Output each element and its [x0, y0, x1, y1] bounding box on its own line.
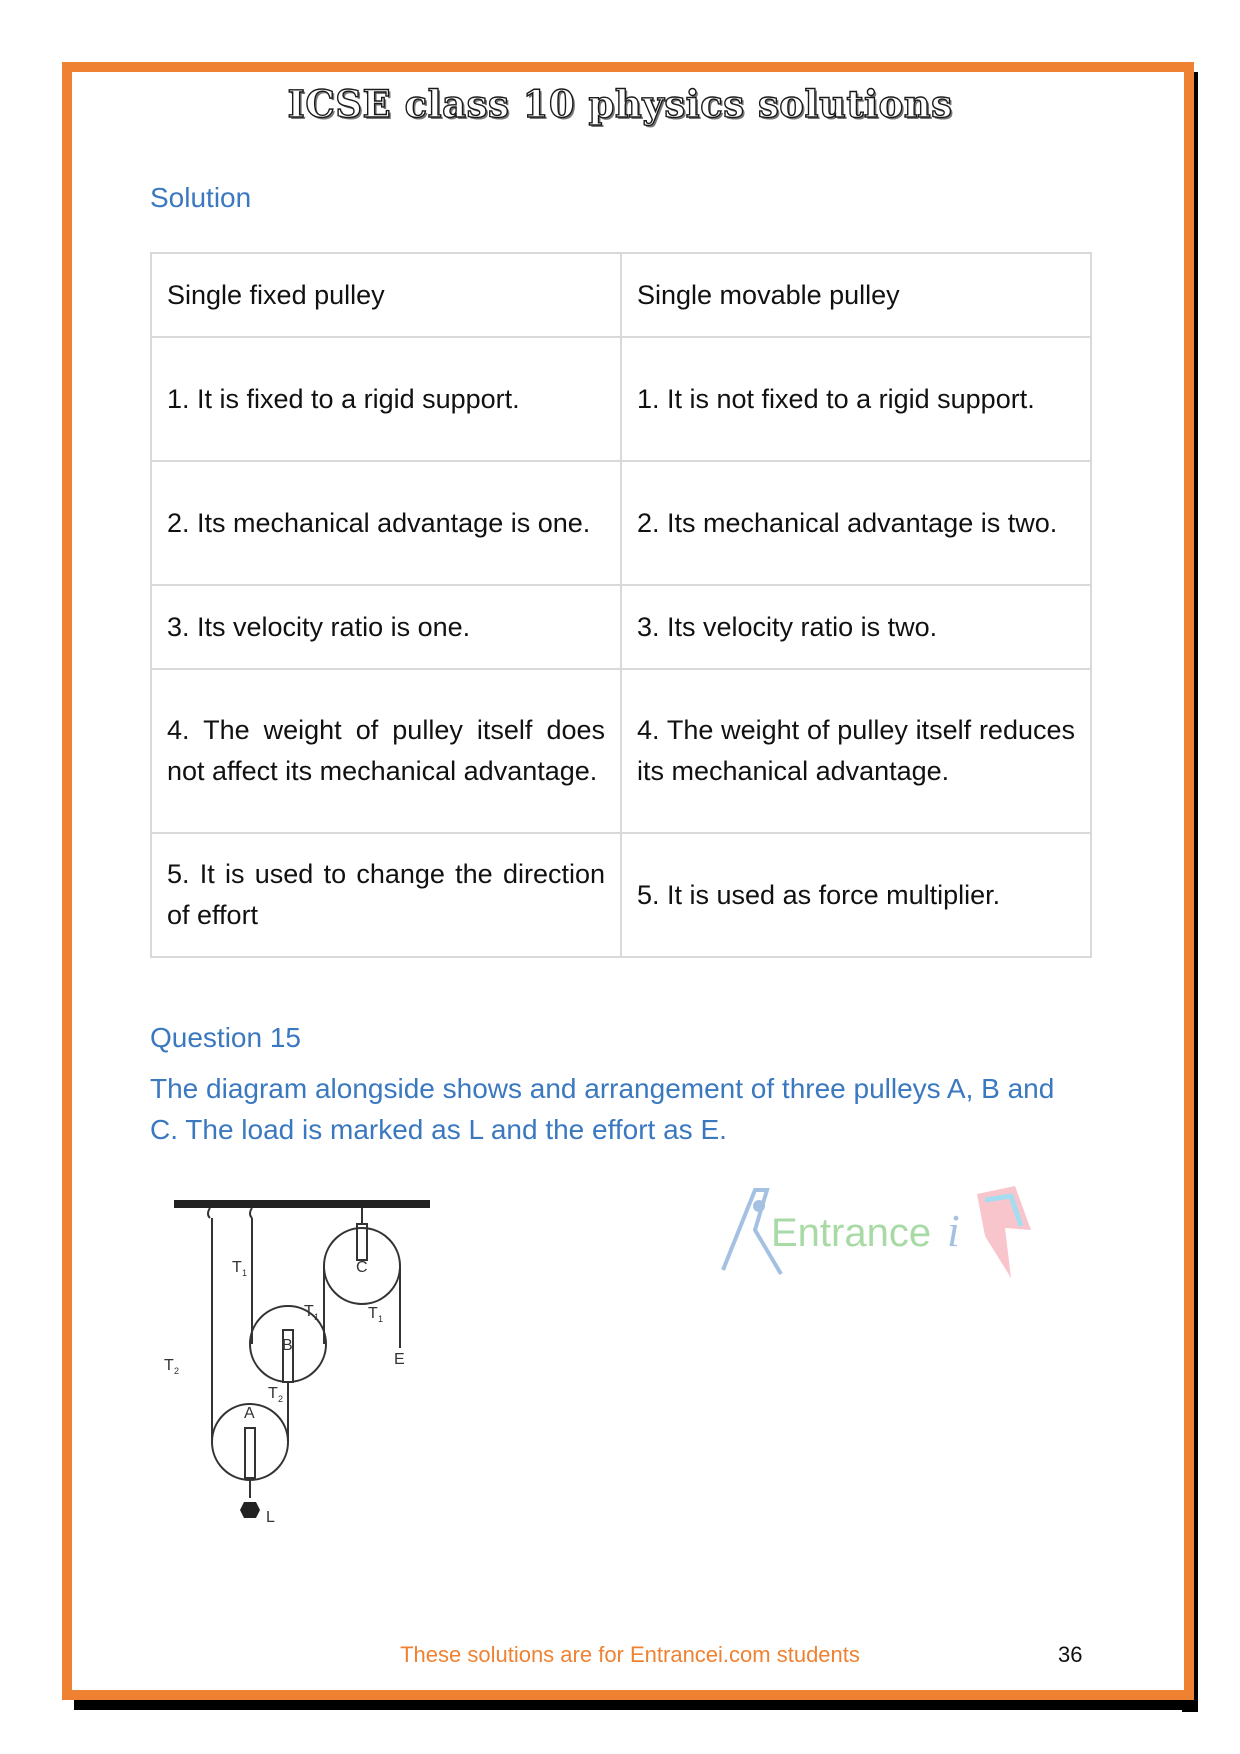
entrancei-watermark-logo [715, 1170, 1045, 1290]
page-title: ICSE class 10 physics solutions [287, 82, 953, 126]
label-tension-t1-a: T [232, 1259, 242, 1276]
logo-head-icon [753, 1200, 765, 1212]
table-row [151, 461, 1091, 585]
label-tension-t1-c-sub: 1 [378, 1314, 384, 1324]
solution-heading: Solution [150, 182, 252, 213]
hook-left [208, 1208, 210, 1218]
table-row [151, 669, 1091, 833]
table-cell: 1. It is fixed to a rigid support. [151, 337, 621, 461]
table-cell: 3. Its velocity ratio is one. [151, 585, 621, 669]
table-cell: 2. Its mechanical advantage is two. [621, 461, 1091, 585]
ceiling-beam [174, 1200, 430, 1208]
pulley-diagram [150, 1180, 450, 1540]
table-row [151, 585, 1091, 669]
hook-middle [250, 1208, 252, 1218]
label-tension-t1-b: T [304, 1303, 314, 1320]
label-tension-t2-right: T [268, 1385, 278, 1402]
table-cell: 4. The weight of pulley itself reduces its mechanical advantage. [621, 669, 1091, 833]
table-header-row [151, 253, 1091, 337]
footer-text: These solutions are for Entrancei.com students [400, 1642, 860, 1667]
label-tension-t2-left-sub: 2 [174, 1366, 180, 1376]
label-pulley-b: B [282, 1337, 293, 1354]
table-cell: 3. Its velocity ratio is two. [621, 585, 1091, 669]
table-cell: 5. It is used as force multiplier. [621, 833, 1091, 957]
label-tension-t1-b-sub: 1 [314, 1312, 320, 1322]
header-movable-pulley: Single movable pulley [621, 253, 1091, 337]
label-tension-t1-c: T [368, 1305, 378, 1322]
table-row [151, 833, 1091, 957]
label-pulley-c: C [356, 1259, 368, 1276]
table-cell: 1. It is not fixed to a rigid support. [621, 337, 1091, 461]
pulley-c-strap [357, 1224, 367, 1260]
page-number: 36 [1058, 1642, 1083, 1667]
label-tension-t2-right-sub: 2 [278, 1394, 284, 1404]
table-row [151, 337, 1091, 461]
logo-text: Entrance [771, 1211, 932, 1255]
label-load: L [266, 1509, 275, 1526]
header-fixed-pulley: Single fixed pulley [151, 253, 621, 337]
logo-letter: i [947, 1205, 960, 1256]
pulley-a-strap [245, 1428, 255, 1478]
label-tension-t2-left: T [164, 1357, 174, 1374]
load-weight [240, 1502, 260, 1518]
question-text: The diagram alongside shows and arrangement of three pulleys A, B and C. The load is marked as L and the effort as E. [150, 1073, 1055, 1145]
table-cell: 4. The weight of pulley itself does not affect its mechanical advantage. [151, 669, 621, 833]
comparison-table [150, 252, 1092, 958]
table-cell: 2. Its mechanical advantage is one. [151, 461, 621, 585]
label-pulley-a: A [244, 1405, 255, 1422]
table-cell: 5. It is used to change the direction of effort [151, 833, 621, 957]
label-tension-t1-a-sub: 1 [242, 1268, 248, 1278]
question-heading: Question 15 [150, 1022, 301, 1053]
label-effort: E [394, 1351, 405, 1368]
